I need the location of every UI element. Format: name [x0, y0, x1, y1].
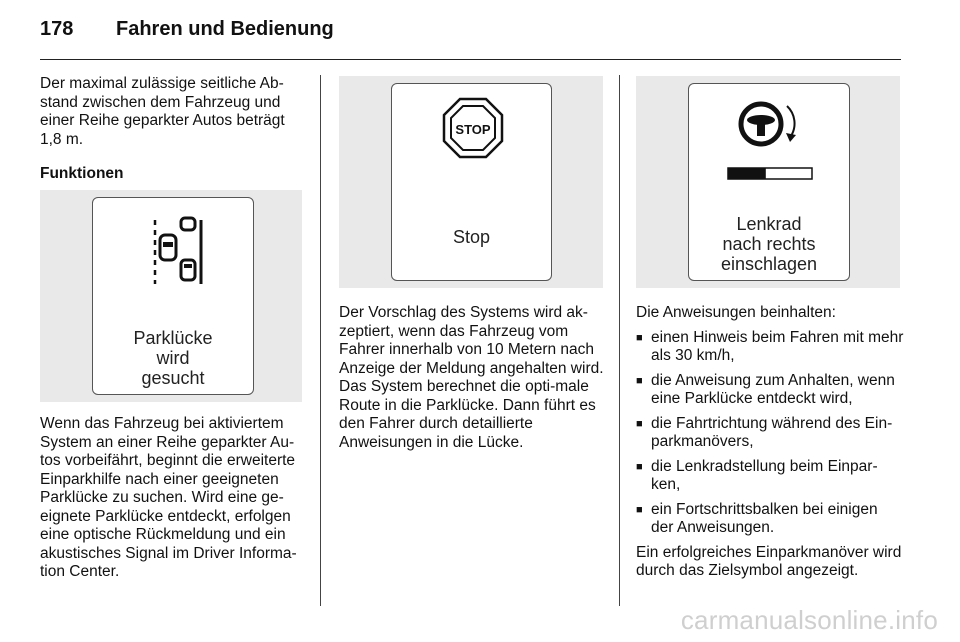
list-item: ■ ein Fortschrittsbalken bei einigen der Anweisungen.	[636, 501, 904, 538]
panel-line: nach rechts	[722, 234, 816, 254]
column-2-body	[339, 304, 607, 452]
page-header	[40, 18, 334, 41]
panel-line: einschlagen	[720, 254, 818, 274]
column-divider-1	[320, 75, 321, 606]
header-rule	[40, 59, 901, 60]
watermark: carmanualsonline.info	[680, 605, 938, 635]
stop-sign-icon	[392, 84, 553, 282]
panel-line: gesucht	[141, 368, 205, 388]
panel-line: wird	[156, 348, 190, 368]
car-icon	[160, 235, 176, 260]
outro-paragraph: Ein erfolgreiches Einparkmanöver wird durch das Zielsymbol angezeigt.	[636, 543, 902, 579]
arrow-clockwise-icon	[786, 106, 796, 142]
list-item: ■ die Lenkradstellung beim Einpar-ken,	[636, 458, 904, 495]
list-intro: Die Anweisungen beinhalten:	[636, 304, 836, 321]
body-paragraph: Der Vorschlag des Systems wird ak-zeptiert, wenn das Fahrzeug vom Fahrer innerhalb von 10 Metern nach Anzeige der Meldung angehalten wird. Das System berechnet die opti-male Route in die Parklücke. Dann führt es den Fahrer durch detaillierte Anweisungen in die Lücke.	[339, 304, 604, 451]
panel-text-parking-search	[93, 328, 253, 388]
list-item: ■ die Fahrtrichtung während des Ein-parkmanövers,	[636, 415, 904, 452]
display-panel-steering	[688, 83, 850, 281]
display-panel-stop	[391, 83, 552, 281]
panel-line: Lenkrad	[736, 214, 802, 234]
panel-text-stop: Stop	[452, 227, 491, 247]
panel-line: Parklücke	[133, 328, 213, 348]
column-divider-2	[619, 75, 620, 606]
body-paragraph: Wenn das Fahrzeug bei aktiviertem System an einer Reihe geparkter Au-tos vorbeifährt, beginnt die erweiterte Einparkhilfe nach einer geeigneten Parklücke zu suchen. Wird eine ge-eignete Parklücke entdeckt, erfolgen eine optische Rückmeldung und ein akustisches Signal im Driver Informa-tion Center.	[40, 415, 297, 580]
list-item: ■ einen Hinweis beim Fahren mit mehr als 30 km/h,	[636, 329, 904, 366]
parked-car-icon	[181, 218, 195, 280]
section-title: Funktionen	[40, 165, 124, 182]
column-1	[40, 75, 308, 184]
page-number: 178	[40, 18, 74, 40]
stop-sign-text: STOP	[455, 122, 491, 137]
steering-wheel-icon	[741, 104, 781, 144]
instruction-list	[636, 329, 904, 538]
panel-text-steering	[689, 214, 849, 274]
column-3-body	[636, 304, 904, 581]
column-1-body	[40, 415, 308, 582]
display-panel-parking-search	[92, 197, 254, 395]
progress-bar-fill	[728, 168, 766, 179]
intro-paragraph: Der maximal zulässige seitliche Ab-stand zwischen dem Fahrzeug und einer Reihe geparkter Autos beträgt 1,8 m.	[40, 75, 285, 148]
list-item: ■ die Anweisung zum Anhalten, wenn eine Parklücke entdeckt wird,	[636, 372, 904, 409]
page-title: Fahren und Bedienung	[116, 18, 334, 40]
